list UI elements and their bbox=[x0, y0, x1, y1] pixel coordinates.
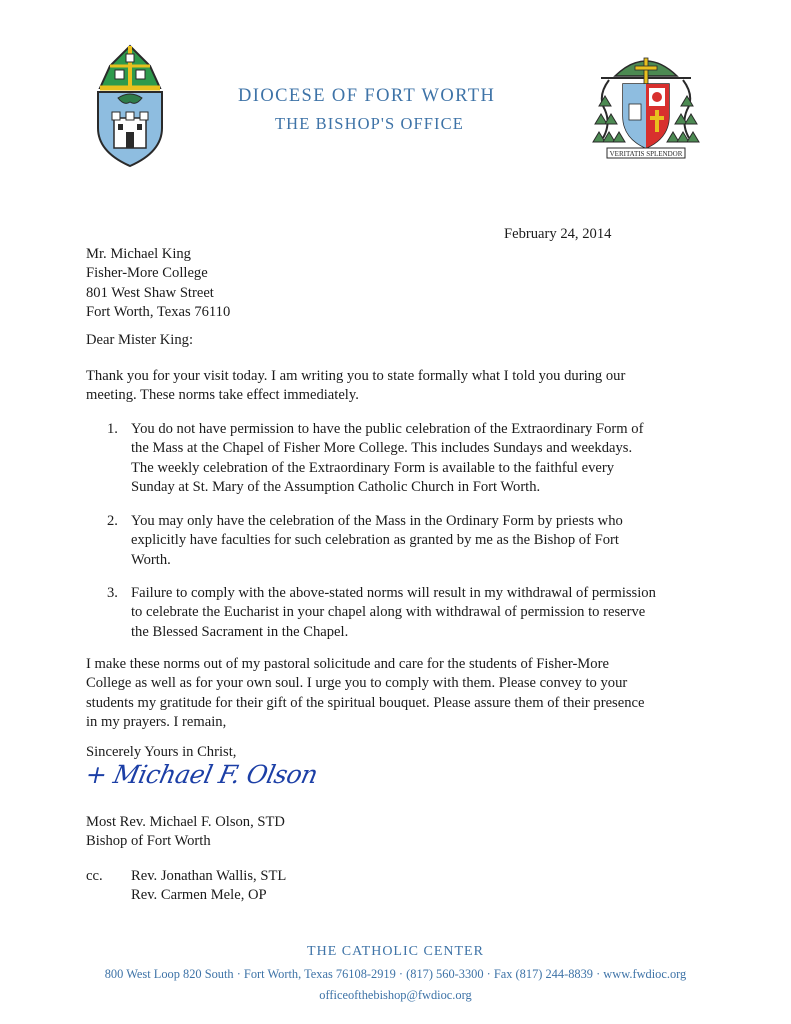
diocese-title: DIOCESE OF FORT WORTH bbox=[238, 86, 496, 106]
closing-line: College as well as for your own soul. I urge you to comply with them. Please convey to your bbox=[86, 675, 628, 692]
letter-date: February 24, 2014 bbox=[504, 226, 612, 242]
cc-list bbox=[131, 867, 286, 906]
handwritten-signature: + Michael F. Olson bbox=[82, 760, 321, 789]
cc-recipient: Rev. Carmen Mele, OP bbox=[131, 887, 267, 904]
closing-line: students my gratitude for their gift of the spiritual bouquet. Please assure them of their presence bbox=[86, 694, 645, 711]
salutation: Dear Mister King: bbox=[86, 332, 193, 348]
recipient-address bbox=[86, 245, 230, 323]
signer-title: Bishop of Fort Worth bbox=[86, 833, 211, 850]
item-line: The weekly celebration of the Extraordinary Form is available to the faithful every bbox=[131, 459, 615, 476]
diocese-seal-icon bbox=[92, 44, 168, 168]
footer-title: THE CATHOLIC CENTER bbox=[307, 944, 484, 959]
footer-address: 800 West Loop 820 South · Fort Worth, Texas 76108-2919 · (817) 560-3300 · Fax (817) 244-8839 · www.fwdioc.org bbox=[104, 967, 687, 981]
item-number: 2. bbox=[107, 513, 118, 529]
closing-paragraph bbox=[86, 655, 644, 733]
signoff: Sincerely Yours in Christ, bbox=[86, 744, 237, 760]
office-subtitle: THE BISHOP'S OFFICE bbox=[275, 114, 464, 133]
item-line: the Mass at the Chapel of Fisher More College. This includes Sundays and weekdays. bbox=[131, 440, 633, 457]
item-number: 1. bbox=[107, 421, 118, 437]
closing-line: in my prayers. I remain, bbox=[86, 714, 227, 731]
item-line: You may only have the celebration of the Mass in the Ordinary Form by priests who bbox=[131, 513, 623, 529]
signer-name: Most Rev. Michael F. Olson, STD bbox=[86, 814, 285, 830]
intro-line: meeting. These norms take effect immediately. bbox=[86, 387, 359, 404]
recipient-line: Fort Worth, Texas 76110 bbox=[86, 304, 231, 321]
signer-block bbox=[86, 813, 285, 852]
item-line: You do not have permission to have the public celebration of the Extraordinary Form of bbox=[131, 421, 644, 437]
bishop-coat-of-arms-icon bbox=[591, 44, 701, 170]
intro-line: Thank you for your visit today. I am writing you to state formally what I told you during our bbox=[86, 368, 626, 384]
recipient-line: Fisher-More College bbox=[86, 265, 208, 282]
item-line: Sunday at St. Mary of the Assumption Catholic Church in Fort Worth. bbox=[131, 479, 541, 496]
closing-line: I make these norms out of my pastoral solicitude and care for the students of Fisher-More bbox=[86, 656, 609, 672]
item-line: to celebrate the Eucharist in your chapel along with withdrawal of permission to reserve bbox=[131, 604, 646, 621]
item-number: 3. bbox=[107, 585, 118, 601]
cc-recipient: Rev. Jonathan Wallis, STL bbox=[131, 868, 287, 884]
recipient-line: 801 West Shaw Street bbox=[86, 284, 214, 301]
recipient-line: Mr. Michael King bbox=[86, 246, 191, 262]
cc-label: cc. bbox=[86, 868, 103, 884]
item-line: Worth. bbox=[131, 551, 171, 568]
item-line: the Blessed Sacrament in the Chapel. bbox=[131, 623, 349, 640]
footer-email: officeofthebishop@fwdioc.org bbox=[319, 988, 472, 1002]
motto-text: VERITATIS SPLENDOR bbox=[609, 150, 683, 158]
item-line: Failure to comply with the above-stated norms will result in my withdrawal of permission bbox=[131, 585, 656, 601]
intro-paragraph bbox=[86, 367, 625, 406]
item-line: explicitly have faculties for such celebration as granted by me as the Bishop of Fort bbox=[131, 532, 619, 549]
